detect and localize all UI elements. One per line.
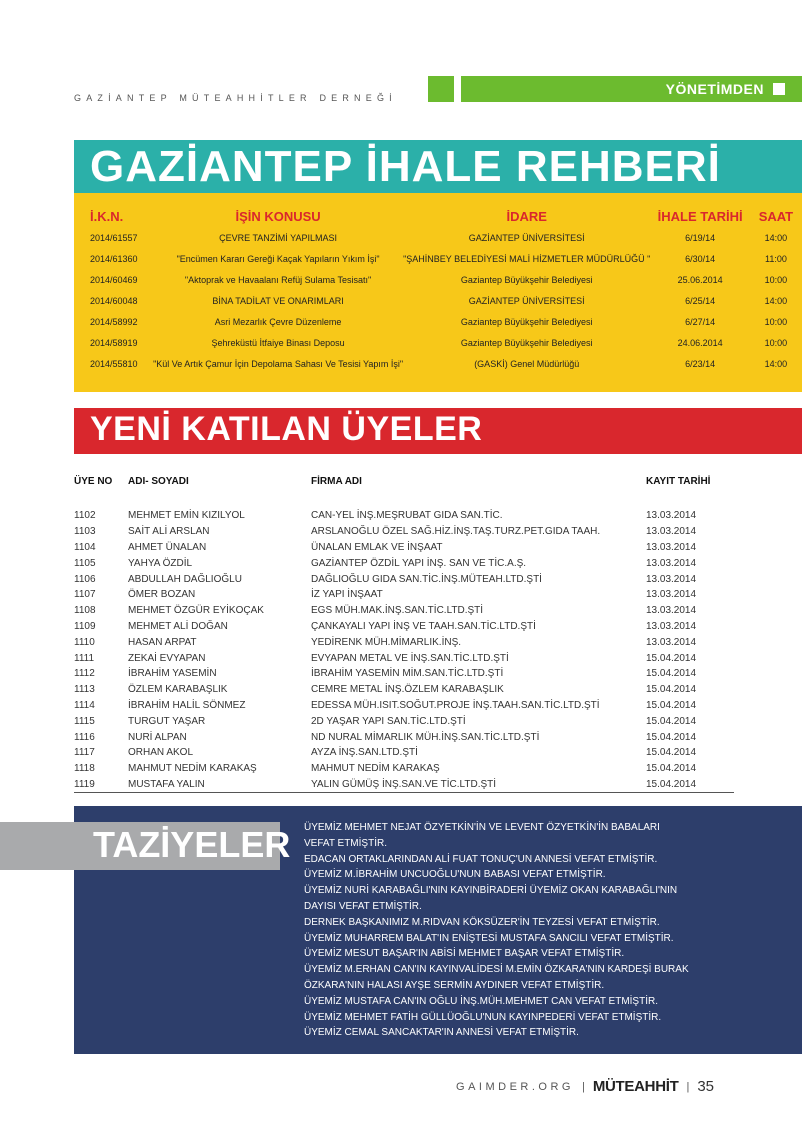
member-date: 15.04.2014 — [646, 684, 697, 696]
condolence-line: ÜYEMİZ CEMAL SANCAKTAR'IN ANNESİ VEFAT ETMİŞTİR. — [304, 1027, 579, 1039]
member-no: 1107 — [74, 589, 96, 601]
tender-date: 6/27/14 — [685, 316, 716, 327]
member-row — [74, 524, 734, 540]
member-name: ÖZLEM KARABAŞLIK — [128, 684, 228, 696]
member-no: 1115 — [74, 715, 95, 727]
tender-date: 6/23/14 — [685, 358, 716, 369]
member-name: TURGUT YAŞAR — [128, 715, 206, 727]
member-firm: MAHMUT NEDİM KARAKAŞ — [311, 763, 440, 775]
member-date: 15.04.2014 — [646, 715, 697, 727]
tender-subject: ÇEVRE TANZİMİ YAPILMASI — [219, 232, 337, 243]
member-no: 1114 — [74, 699, 95, 711]
tender-row — [74, 248, 802, 269]
member-row — [74, 777, 734, 793]
tender-subject: Şehreküstü İtfaiye Binası Deposu — [211, 337, 345, 348]
tender-time: 10:00 — [764, 316, 788, 327]
member-firm: ÇANKAYALI YAPI İNŞ VE TAAH.SAN.TİC.LTD.ŞTİ — [311, 620, 536, 632]
member-date: 15.04.2014 — [646, 763, 697, 775]
condolence-line: ÖZKARA'NIN HALASI AYŞE SERMİN AYDINER VEFAT ETMİŞTİR. — [304, 979, 605, 991]
tender-subject: BİNA TADİLAT VE ONARIMLARI — [212, 295, 344, 306]
member-name: SAİT ALİ ARSLAN — [128, 526, 210, 538]
tender-authority: Gaziantep Büyükşehir Belediyesi — [460, 337, 593, 348]
member-no: 1108 — [74, 605, 96, 617]
tender-subject: "Aktoprak ve Havaalanı Refüj Sulama Tesisatı" — [184, 274, 372, 285]
tender-ikn: 2014/60469 — [90, 274, 138, 285]
member-no: 1118 — [74, 763, 95, 775]
member-row — [74, 540, 734, 556]
footer-brand-logo: MÜTEAHHİT — [592, 1078, 679, 1095]
member-firm: EGS MÜH.MAK.İNŞ.SAN.TİC.LTD.ŞTİ — [311, 605, 484, 617]
tender-date: 6/25/14 — [685, 295, 716, 306]
tender-row — [74, 353, 802, 374]
condolences-title: TAZİYELER — [93, 824, 291, 865]
member-firm: YEDİRENK MÜH.MİMARLIK.İNŞ. — [311, 636, 462, 648]
member-no: 1112 — [74, 668, 95, 680]
member-date: 15.04.2014 — [646, 668, 697, 680]
member-no: 1111 — [74, 652, 95, 664]
tender-ikn: 2014/58919 — [90, 337, 138, 348]
member-row — [74, 698, 734, 714]
condolence-line: ÜYEMİZ MUSTAFA CAN'IN OĞLU İNŞ.MÜH.MEHMET CAN VEFAT ETMİŞTİR. — [304, 995, 658, 1007]
member-date: 13.03.2014 — [646, 605, 697, 617]
tender-guide-title-bar — [74, 140, 802, 193]
member-no: 1116 — [74, 731, 95, 743]
member-name: ZEKAİ EVYAPAN — [128, 652, 206, 664]
tender-row — [74, 332, 802, 353]
member-no: 1119 — [74, 777, 128, 793]
condolence-line: EDACAN ORTAKLARINDAN ALİ FUAT TONUÇ'UN ANNESİ VEFAT ETMİŞTİR. — [304, 853, 658, 865]
page-number: 35 — [697, 1078, 714, 1095]
tender-authority: Gaziantep Büyükşehir Belediyesi — [460, 274, 593, 285]
tender-authority: GAZİANTEP ÜNİVERSİTESİ — [468, 232, 585, 243]
tender-authority: GAZİANTEP ÜNİVERSİTESİ — [468, 295, 585, 306]
member-firm: 2D YAŞAR YAPI SAN.TİC.LTD.ŞTİ — [311, 715, 466, 727]
tender-date: 24.06.2014 — [677, 337, 723, 348]
tender-date: 6/19/14 — [685, 232, 716, 243]
member-no: 1104 — [74, 541, 96, 553]
tender-date: 6/30/14 — [685, 253, 716, 264]
member-date: 15.04.2014 — [646, 699, 697, 711]
tender-table — [74, 205, 802, 374]
member-row — [74, 508, 734, 524]
section-label-bar — [461, 76, 802, 102]
tender-guide-panel — [74, 140, 802, 392]
member-row — [74, 713, 734, 729]
member-name: MEHMET ALİ DOĞAN — [128, 620, 228, 632]
member-firm: İBRAHİM YASEMİN MİM.SAN.TİC.LTD.ŞTİ — [311, 668, 504, 680]
member-row — [74, 650, 734, 666]
tender-table-body — [74, 227, 802, 374]
tender-subject: Asri Mezarlık Çevre Düzenleme — [214, 316, 342, 327]
condolence-line: ÜYEMİZ MEHMET NEJAT ÖZYETKİN'İN VE LEVENT ÖZYETKİN'İN BABALARI — [304, 822, 660, 833]
member-row — [74, 619, 734, 635]
member-firm: CAN-YEL İNŞ.MEŞRUBAT GIDA SAN.TİC. — [311, 510, 503, 522]
member-name: NURİ ALPAN — [128, 731, 187, 743]
condolence-line: ÜYEMİZ NURİ KARABAĞLI'NIN KAYINBİRADERİ ÜYEMİZ OKAN KARABAĞLI'NIN — [304, 885, 678, 897]
tender-authority: Gaziantep Büyükşehir Belediyesi — [460, 316, 593, 327]
footer-site: GAIMDER.ORG — [456, 1080, 574, 1093]
member-row — [74, 603, 734, 619]
footer-separator: | — [581, 1080, 585, 1093]
member-no: 1106 — [74, 573, 96, 585]
condolence-line: ÜYEMİZ MEHMET FATİH GÜLLÜOĞLU'NUN KAYINPEDERİ VEFAT ETMİŞTİR. — [304, 1011, 662, 1023]
tender-col-ikn: İ.K.N. — [90, 208, 124, 224]
tender-authority: "ŞAHİNBEY BELEDİYESİ MALİ HİZMETLER MÜDÜRLÜĞÜ " — [403, 253, 651, 264]
tender-ikn: 2014/61557 — [90, 232, 138, 243]
member-no: 1102 — [74, 510, 96, 522]
member-date: 15.04.2014 — [646, 731, 697, 743]
tender-table-header — [74, 205, 802, 227]
member-firm: EVYAPAN METAL VE İNŞ.SAN.TİC.LTD.ŞTİ — [311, 652, 509, 664]
member-row — [74, 634, 734, 650]
condolence-line: DERNEK BAŞKANIMIZ M.RIDVAN KÖKSÜZER'İN TEYZESİ VEFAT ETMİŞTİR. — [304, 916, 660, 928]
members-col-name: ADI- SOYADI — [128, 475, 189, 487]
tender-date: 25.06.2014 — [677, 274, 723, 285]
tender-row — [74, 227, 802, 248]
member-name: MEHMET EMİN KIZILYOL — [128, 510, 245, 522]
section-label: YÖNETİMDEN — [665, 81, 764, 97]
condolence-line: ÜYEMİZ MESUT BAŞAR'IN ABİSİ MEHMET BAŞAR VEFAT ETMİŞTİR. — [304, 948, 625, 960]
member-date: 15.04.2014 — [646, 747, 697, 759]
tender-subject: "Encümen Kararı Gereği Kaçak Yapıların Yıkım İşi" — [176, 253, 380, 264]
members-table-header — [74, 473, 734, 489]
member-name: YAHYA ÖZDİL — [128, 557, 193, 569]
tender-row — [74, 311, 802, 332]
condolence-line: ÜYEMİZ MUHARREM BALAT'IN ENİŞTESİ MUSTAFA SANCILI VEFAT ETMİŞTİR. — [304, 932, 674, 944]
member-no: 1109 — [74, 620, 96, 632]
member-firm: EDESSA MÜH.ISIT.SOĞUT.PROJE İNŞ.TAAH.SAN.TİC.LTD.ŞTİ — [311, 699, 600, 711]
members-col-date: KAYIT TARİHİ — [646, 475, 711, 487]
condolence-line: DAYISI VEFAT ETMİŞTİR. — [304, 900, 422, 912]
member-row — [74, 761, 734, 777]
member-name: İBRAHİM HALİL SÖNMEZ — [128, 699, 246, 711]
tender-authority: (GASKİ) Genel Müdürlüğü — [474, 358, 580, 369]
member-date: 15.04.2014 — [646, 777, 734, 793]
member-row — [74, 587, 734, 603]
header-accent-square — [428, 76, 454, 102]
member-no: 1103 — [74, 526, 96, 538]
member-name: ORHAN AKOL — [128, 747, 194, 759]
tender-ikn: 2014/61360 — [90, 253, 138, 264]
condolence-line: ÜYEMİZ M.İBRAHİM UNCUOĞLU'NUN BABASI VEFAT ETMİŞTİR. — [304, 869, 606, 881]
member-date: 15.04.2014 — [646, 652, 697, 664]
member-name: MEHMET ÖZGÜR EYİKOÇAK — [128, 605, 264, 617]
tender-time: 10:00 — [764, 274, 788, 285]
tender-col-time: SAAT — [758, 208, 794, 224]
tender-subject: "Kül Ve Artık Çamur İçin Depolama Sahası Ve Tesisi Yapım İşi" — [153, 358, 404, 369]
member-name: ABDULLAH DAĞLIOĞLU — [128, 573, 242, 585]
page-footer — [456, 1078, 714, 1095]
tender-col-subject: İŞİN KONUSU — [235, 208, 321, 224]
tender-guide-title: GAZİANTEP İHALE REHBERİ — [90, 142, 721, 191]
member-no: 1117 — [74, 747, 95, 759]
member-firm: CEMRE METAL İNŞ.ÖZLEM KARABAŞLIK — [311, 684, 504, 696]
tender-col-authority: İDARE — [506, 208, 547, 224]
members-table-body — [74, 508, 734, 793]
condolence-line: VEFAT ETMİŞTİR. — [304, 837, 387, 849]
member-firm: YALIN GÜMÜŞ İNŞ.SAN.VE TİC.LTD.ŞTİ — [311, 777, 646, 793]
member-row — [74, 555, 734, 571]
member-row — [74, 729, 734, 745]
member-firm: DAĞLIOĞLU GIDA SAN.TİC.İNŞ.MÜTEAH.LTD.ŞTİ — [311, 573, 542, 585]
member-firm: ND NURAL MİMARLIK MÜH.İNŞ.SAN.TİC.LTD.ŞTİ — [311, 731, 540, 743]
member-date: 13.03.2014 — [646, 573, 697, 585]
member-no: 1105 — [74, 557, 96, 569]
member-date: 13.03.2014 — [646, 557, 697, 569]
tender-time: 14:00 — [764, 358, 788, 369]
member-no: 1110 — [74, 636, 95, 648]
member-date: 13.03.2014 — [646, 541, 697, 553]
member-date: 13.03.2014 — [646, 510, 697, 522]
tender-ikn: 2014/55810 — [90, 358, 138, 369]
member-name: MUSTAFA YALIN — [128, 777, 311, 793]
tender-time: 11:00 — [765, 253, 787, 264]
member-date: 13.03.2014 — [646, 589, 697, 601]
tender-time: 10:00 — [764, 337, 788, 348]
section-label-square-icon — [773, 83, 785, 95]
condolence-line: ÜYEMİZ M.ERHAN CAN'IN KAYINVALİDESİ M.EMİN ÖZKARA'NIN KARDEŞİ BURAK — [304, 964, 689, 976]
member-row — [74, 666, 734, 682]
footer-separator: | — [686, 1080, 690, 1093]
member-name: ÖMER BOZAN — [128, 589, 196, 601]
member-row — [74, 571, 734, 587]
member-name: AHMET ÜNALAN — [128, 541, 207, 553]
new-members-title-bar — [74, 408, 802, 454]
member-date: 13.03.2014 — [646, 636, 697, 648]
member-row — [74, 682, 734, 698]
member-name: MAHMUT NEDİM KARAKAŞ — [128, 763, 257, 775]
member-firm: ÜNALAN EMLAK VE İNŞAAT — [311, 541, 443, 553]
member-name: İBRAHİM YASEMİN — [128, 668, 217, 680]
members-col-no: ÜYE NO — [74, 475, 113, 487]
tender-time: 14:00 — [764, 295, 788, 306]
members-table — [74, 473, 734, 793]
member-date: 13.03.2014 — [646, 620, 697, 632]
tender-ikn: 2014/60048 — [90, 295, 138, 306]
member-row — [74, 745, 734, 761]
members-col-firm: FİRMA ADI — [311, 475, 362, 487]
member-firm: ARSLANOĞLU ÖZEL SAĞ.HİZ.İNŞ.TAŞ.TURZ.PET.GIDA TAAH. — [311, 526, 601, 538]
tender-row — [74, 290, 802, 311]
members-header-spacer — [74, 489, 734, 508]
member-date: 13.03.2014 — [646, 526, 697, 538]
member-firm: GAZİANTEP ÖZDİL YAPI İNŞ. SAN VE TİC.A.Ş. — [311, 557, 527, 569]
member-firm: İZ YAPI İNŞAAT — [311, 589, 383, 601]
tender-time: 14:00 — [764, 232, 788, 243]
tender-row — [74, 269, 802, 290]
member-firm: AYZA İNŞ.SAN.LTD.ŞTİ — [311, 747, 418, 759]
tender-col-date: İHALE TARİHİ — [657, 208, 743, 224]
association-name: GAZİANTEP MÜTEAHHİTLER DERNEĞİ — [74, 93, 397, 103]
tender-ikn: 2014/58992 — [90, 316, 138, 327]
new-members-title: YENİ KATILAN ÜYELER — [90, 410, 483, 448]
member-no: 1113 — [74, 684, 95, 696]
member-name: HASAN ARPAT — [128, 636, 197, 648]
condolences-text — [304, 820, 794, 1041]
